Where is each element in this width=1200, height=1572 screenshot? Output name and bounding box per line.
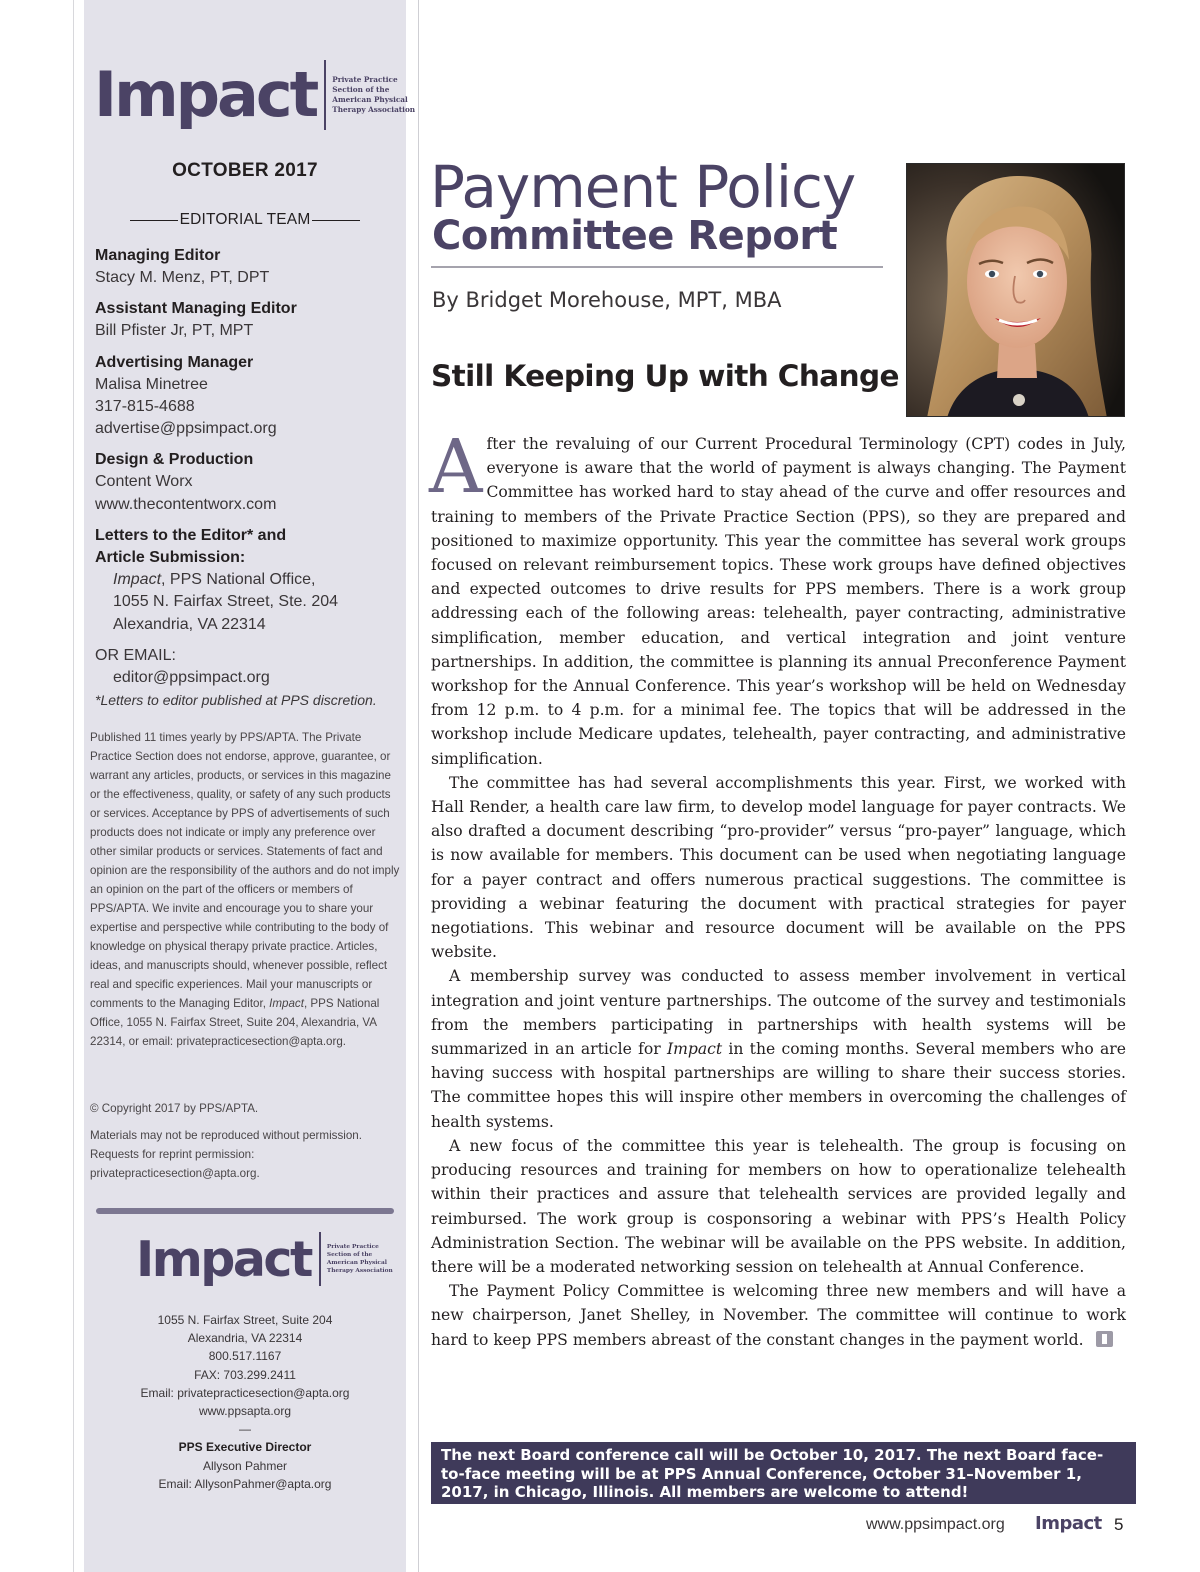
publication-disclaimer: Published 11 times yearly by PPS/APTA. The Private Practice Section does not endorse, approve, guarantee, or warrant any articles, products, or services in this magazine or the effectiveness, quality, or safety of any such products or services. Acceptance by PPS of advertisements of such products does not indicate or imply any preference over other similar products or services. Statements of fact and opinion are the responsibility of the authors and do not imply an opinion on the part of the officers or members of PPS/APTA. We invite and encourage you to share your expertise and perspective while contributing to the body of knowledge on physical therapy private practice. Articles, ideas, and manuscripts should, whenever possible, reflect real and specific experiences. Mail your manuscripts or comments to the Managing Editor, Impact, PPS National Office, 1055 N. Fairfax Street, Suite 204, Alexandria, VA 22314, or email: privatepracticesection@apta.org. [90,731,400,1048]
end-of-article-icon [1096,1331,1113,1347]
issue-date: OCTOBER 2017 [172,160,318,181]
pps-contact-block: 1055 N. Fairfax Street, Suite 204 Alexandria, VA 22314 800.517.1167 FAX: 703.299.2411 Email: privatepracticesection@apta.org www.ppsapta.org — PPS Executive Director Allyson Pahmer Email: AllysonPahmer@apta.org [84,1311,406,1493]
advertising-phone: 317-815-4688 [95,397,195,415]
article-paragraph: A membership survey was conducted to assess member involvement in vertical integration and joint venture partnerships. The outcome of the survey and testimonials from the members participating in partnerships with health systems will be summarized in an article for Impact in the coming months. Several members who are having success with hospital partnerships are willing to share their success stories. The committee hopes this will inspire other members in overcoming the challenges of health systems. [431,967,1126,1131]
article-title: Payment Policy [430,153,856,221]
executive-director-name: Allyson Pahmer [202,1458,288,1473]
logo-wordmark: Impact [136,1230,311,1288]
contact-email: Email: privatepracticesection@apta.org [140,1385,350,1400]
editor-email: editor@ppsimpact.org [113,669,270,687]
author-photo [906,163,1125,417]
advertising-manager: Advertising Manager Malisa Minetree 317-815-4688 advertise@ppsimpact.org [95,352,400,441]
managing-editor: Managing Editor Stacy M. Menz, PT, DPT [95,247,270,286]
contact-fax: FAX: 703.299.2411 [194,1367,296,1382]
footer-url[interactable]: www.ppsimpact.org [866,1516,1005,1533]
title-rule [431,266,883,268]
contact-phone: 800.517.1167 [208,1349,282,1364]
logo-divider [324,60,326,130]
reprint-notice: Materials may not be reproduced without permission. Requests for reprint permission: privatepracticesection@apta.org. [90,1129,362,1180]
assistant-managing-editor: Assistant Managing Editor Bill Pfister Jr, PT, MPT [95,300,297,340]
article-subtitle: Committee Report [432,213,838,259]
page-margin-line-left [73,0,74,1572]
logo-wordmark: Impact [94,58,317,131]
office-name: Impact, PPS National Office, [113,571,316,589]
design-url: www.thecontentworx.com [95,495,277,513]
editorial-team-heading: EDITORIAL TEAM [130,211,360,229]
article-paragraph: After the revaluing of our Current Procedural Terminology (CPT) codes in July, everyone is aware that the world of payment is always changing. The Payment Committee has worked hard to stay ahead of the curve and offer resources and training to members of the Private Practice Section (PPS), so they are prepared and positioned to maximize opportunity. This year the committee has several work groups focused on relevant reimbursement topics. These work groups have defined objectives and expected outcomes to drive results for PPS members. There is a work group addressing each of the following areas: telehealth, payer contracting, administrative simplification, member education, and vertical integration and joint venture partnerships. In addition, the committee is planning its annual Preconference Payment workshop for the Annual Conference. This year’s workshop will be held on Wednesday from 12 p.m. to 4 p.m. for a minimal fee. The topics that will be addressed in the workshop include Medicare updates, telehealth, payer contracting, and administrative simplification. [429,424,1126,768]
page-margin-line-middle [418,0,419,1572]
impact-logo-bottom [136,1232,393,1286]
article-paragraph: The committee has had several accomplishments this year. First, we worked with Hall Render, a health care law firm, to develop model language for payer contracts. We also drafted a document describing “pro-provider” versus “pro-payer” language, which is now available for members. This document can be used when negotiating language for a payer contract and offers numerous practical suggestions. The committee is providing a webinar featuring the document with practical strategies for payer negotiations. This webinar and resource document will be available on the PPS website. [431,773,1126,962]
article-byline: By Bridget Morehouse, MPT, MBA [432,288,782,312]
page-number: 5 [1114,1515,1124,1534]
board-meeting-notice: The next Board conference call will be October 10, 2017. The next Board face-to-face meeting will be at PPS Annual Conference, October 31–November 1, 2017, in Chicago, Illinois. All members are welcome to attend! [431,1442,1136,1504]
contact-divider: — [239,1422,251,1437]
advertising-email: advertise@ppsimpact.org [95,420,277,438]
editorial-staff-list [95,245,400,710]
letters-note: *Letters to editor published at PPS discretion. [95,691,377,708]
executive-director-email: Email: AllysonPahmer@apta.org [158,1476,332,1491]
article-paragraph: A new focus of the committee this year is telehealth. The group is focusing on producing resources and training for members on how to operationalize telehealth within their practices and assure that telehealth services are provided legally and reimbursed. The work group is cosponsoring a webinar with PPS’s Health Policy Administration Section. The webinar will be available on the PPS website. In addition, there will be a moderated networking session on telehealth at Annual Conference. [431,1136,1126,1276]
article-headline: Still Keeping Up with Change [431,359,899,393]
logo-tagline: Private Practice Section of the American Physical Therapy Association [332,75,416,114]
letters-submission: Letters to the Editor* and Article Submission: Impact, PPS National Office, 1055 N. Fairfax Street, Ste. 204 Alexandria, VA 22314 [95,525,400,636]
design-production: Design & Production Content Worx www.thecontentworx.com [95,449,400,516]
decorative-brush-divider [96,1208,394,1214]
or-email-label: OR EMAIL: [95,646,176,664]
contact-url: www.ppsapta.org [198,1404,292,1419]
article-body [429,424,1126,1352]
logo-divider [319,1232,321,1286]
executive-director-title: PPS Executive Director [178,1440,312,1455]
copyright-notice: © Copyright 2017 by PPS/APTA. [90,1102,259,1115]
footer-magazine-name: Impact [1035,1513,1102,1534]
article-paragraph: The Payment Policy Committee is welcoming three new members and will have a new chairperson, Janet Shelley, in November. The committee will continue to work hard to keep PPS members abreast of the constant changes in the payment world. [431,1282,1126,1349]
impact-logo-top [94,60,415,130]
drop-cap: A [429,424,483,510]
logo-tagline: Private Practice Section of the American Physical Therapy Association [326,1244,393,1274]
